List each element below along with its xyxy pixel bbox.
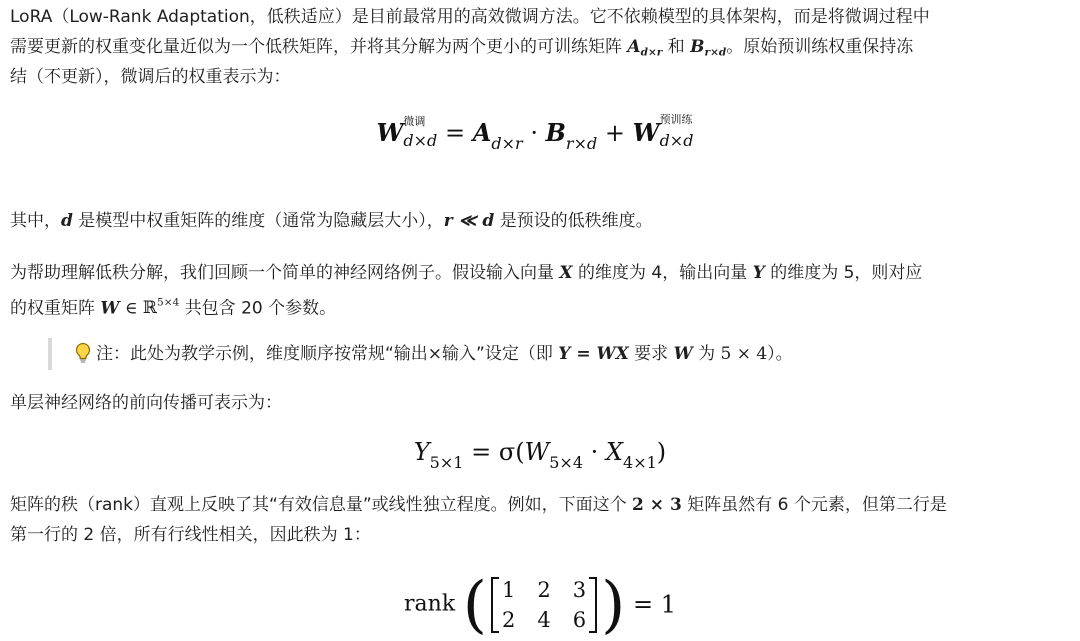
rank-relation: r ≪ d bbox=[443, 211, 495, 231]
note-equation: Y = WX bbox=[558, 344, 629, 364]
intro-line-2: 需要更新的权重变化量近似为一个低秩矩阵，并将其分解为两个更小的可训练矩阵 $A_{d\times r}$ 和 $B_{r\times d}$。原始预训练权重保持冻 bbox=[10, 37, 914, 59]
example-matrix bbox=[491, 575, 597, 635]
intro-line-3: 结（不更新），微调后的权重表示为： bbox=[10, 67, 291, 87]
matrix-row: 1 2 3 bbox=[502, 577, 587, 602]
matrix-a-symbol: $A_{d\times r}$ bbox=[627, 37, 663, 59]
note-blockquote: 注：此处为教学示例，维度顺序按常规“输出×输入”设定（即 Y = WX 要求 W 为 5 × 4）。 bbox=[48, 338, 1074, 370]
note-weight-w: W bbox=[673, 344, 693, 364]
matrix-dimension: 2 × 3 bbox=[632, 495, 682, 515]
input-vector-x: X bbox=[559, 263, 573, 283]
forward-pass-equation: $Y_{5\times 1} = \sigma(W_{5\times 4} \cdot X_{4\times 1})$ bbox=[413, 438, 667, 472]
rank-equation: rank ( 1 2 3 2 4 6 ) = 1 bbox=[404, 567, 676, 641]
right-paren: ) bbox=[601, 567, 626, 641]
intro-line-1: LoRA（Low-Rank Adaptation，低秩适应）是目前最常用的高效微调方法。它不依赖模型的具体架构，而是将微调过程中 bbox=[10, 7, 930, 27]
forward-pass-intro: 单层神经网络的前向传播可表示为： bbox=[10, 393, 282, 413]
left-paren: ( bbox=[462, 567, 487, 641]
weight-matrix-w: W bbox=[100, 298, 120, 319]
matrix-row: 2 4 6 bbox=[502, 607, 587, 632]
note-dimension: 5 × 4 bbox=[720, 344, 768, 364]
dimension-d-symbol: d bbox=[61, 211, 73, 231]
intro-paragraph bbox=[10, 2, 1070, 92]
output-vector-y: Y bbox=[752, 263, 765, 283]
matrix-b-symbol: $B_{r\times d}$ bbox=[690, 37, 727, 59]
real-space-symbol: ℝ$^{5\times 4}$ bbox=[142, 297, 180, 319]
example-paragraph: 为帮助理解低秩分解，我们回顾一个简单的神经网络例子。假设输入向量 X 的维度为 4，输出向量 Y 的维度为 5，则对应 的权重矩阵 W ∈ ℝ$^{5\times 4}$ 共包含 20 个参数。 bbox=[10, 263, 923, 319]
lora-weight-equation: W 微调 d×d = $A_{d\times r} \cdot B_{r\times d} + W$ 预训练 d×d bbox=[376, 112, 694, 153]
rank-paragraph: 矩阵的秩（rank）直观上反映了其“有效信息量”或线性独立程度。例如，下面这个 2 × 3 矩阵虽然有 6 个元素，但第二行是 第一行的 2 倍，所有行线性相关，因此秩为 1： bbox=[10, 495, 947, 545]
lightbulb-icon bbox=[74, 342, 92, 364]
dimension-paragraph: 其中，d 是模型中权重矩阵的维度（通常为隐藏层大小），r ≪ d 是预设的低秩维度。 bbox=[10, 211, 653, 231]
